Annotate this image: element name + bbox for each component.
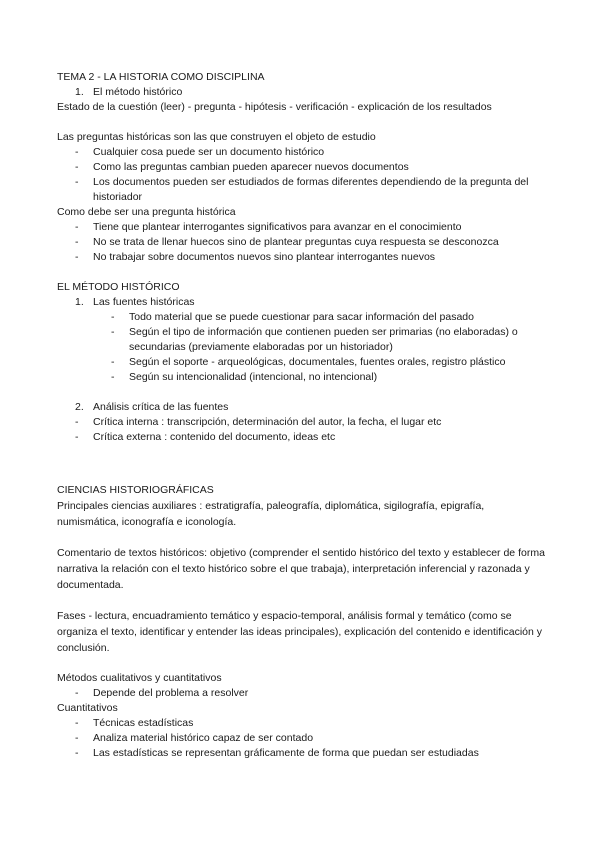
state-of-question-line: Estado de la cuestión (leer) - pregunta - hipótesis - verificación - explicación de los resultados <box>57 101 492 113</box>
list-item-text: Analiza material histórico capaz de ser contado <box>93 732 314 744</box>
list-item-text: Depende del problema a resolver <box>93 687 249 699</box>
list-item-text: No trabajar sobre documentos nuevos sino plantear interrogantes nuevos <box>93 251 436 263</box>
list-item <box>57 716 547 731</box>
sources-heading <box>57 295 547 310</box>
list-number: 1. <box>75 296 84 308</box>
bullet-dash: - <box>111 311 115 323</box>
list-item-text: Cualquier cosa puede ser un documento histórico <box>93 146 325 158</box>
list-item <box>57 310 547 325</box>
list-item <box>57 175 547 205</box>
analysis-label: Análisis crítica de las fuentes <box>93 401 229 413</box>
list-item-text: Las estadísticas se representan gráficamente de forma que puedan ser estudiadas <box>93 747 479 759</box>
list-item <box>57 235 547 250</box>
bullet-dash: - <box>111 326 115 338</box>
list-item-text: Crítica interna : transcripción, determinación del autor, la fecha, el lugar etc <box>93 416 442 428</box>
how-heading: Como debe ser una pregunta histórica <box>57 206 236 218</box>
list-item-text: Según el soporte - arqueológicas, documentales, fuentes orales, registro plástico <box>129 356 506 368</box>
list-number: 2. <box>75 401 84 413</box>
method-heading: EL MÉTODO HISTÓRICO <box>57 281 180 293</box>
section-method-heading <box>57 85 547 100</box>
list-item-text: Como las preguntas cambian pueden aparecer nuevos documentos <box>93 161 409 173</box>
bullet-dash: - <box>75 236 79 248</box>
methods-heading: Métodos cualitativos y cuantitativos <box>57 672 222 684</box>
bullet-dash: - <box>75 717 79 729</box>
list-item-text: Crítica externa : contenido del documento, ideas etc <box>93 431 336 443</box>
list-item-text: Todo material que se puede cuestionar para sacar información del pasado <box>129 311 474 323</box>
bullet-dash: - <box>111 371 115 383</box>
list-item <box>57 731 547 746</box>
list-item <box>57 370 547 385</box>
commentary-paragraph: Comentario de textos históricos: objetivo (comprender el sentido histórico del texto y establecer de forma narrativa la relación con el texto histórico sobre el que trabaja), interpretación inferencial y razonada y documentada. <box>57 547 545 591</box>
phases-paragraph: Fases - lectura, encuadramiento temático y espacio-temporal, análisis formal y temático (como se organiza el texto, identificar y entender las ideas principales), explicación del contenido e identificación y conclusión. <box>57 610 543 654</box>
list-item-text: Tiene que plantear interrogantes significativos para avanzar en el conocimiento <box>93 221 462 233</box>
bullet-dash: - <box>75 687 79 699</box>
list-item-text: Los documentos pueden ser estudiados de formas diferentes dependiendo de la pregunta del historiador <box>93 176 529 203</box>
list-item-text: No se trata de llenar huecos sino de plantear preguntas cuya respuesta se desconozca <box>93 236 499 248</box>
list-item-text: Según su intencionalidad (intencional, no intencional) <box>129 371 378 383</box>
bullet-dash: - <box>75 176 79 188</box>
bullet-dash: - <box>75 747 79 759</box>
bullet-dash: - <box>75 161 79 173</box>
list-item <box>57 415 547 430</box>
list-item <box>57 355 547 370</box>
list-item <box>57 145 547 160</box>
list-item <box>57 220 547 235</box>
list-item <box>57 160 547 175</box>
list-item <box>57 250 547 265</box>
section-method-label: El método histórico <box>93 86 183 98</box>
list-item <box>57 746 547 761</box>
quant-heading: Cuantitativos <box>57 702 118 714</box>
sciences-heading: CIENCIAS HISTORIOGRÁFICAS <box>57 484 214 496</box>
list-item-text: Según el tipo de información que contienen pueden ser primarias (no elaboradas) o secundarias (previamente elaboradas por un historiador) <box>129 326 518 353</box>
questions-intro: Las preguntas históricas son las que construyen el objeto de estudio <box>57 131 376 143</box>
document-title: TEMA 2 - LA HISTORIA COMO DISCIPLINA <box>57 71 265 83</box>
list-item <box>57 430 547 445</box>
sources-label: Las fuentes históricas <box>93 296 195 308</box>
sciences-paragraph: Principales ciencias auxiliares : estratigrafía, paleografía, diplomática, sigilografía, epigrafía, numismática, iconografía e iconología. <box>57 500 485 528</box>
analysis-heading <box>57 400 547 415</box>
bullet-dash: - <box>75 732 79 744</box>
bullet-dash: - <box>75 146 79 158</box>
list-item-text: Técnicas estadísticas <box>93 717 194 729</box>
list-item <box>57 325 547 355</box>
bullet-dash: - <box>75 221 79 233</box>
document-page <box>57 70 547 761</box>
bullet-dash: - <box>75 251 79 263</box>
list-item <box>57 686 547 701</box>
bullet-dash: - <box>75 431 79 443</box>
bullet-dash: - <box>111 356 115 368</box>
list-number: 1. <box>75 86 84 98</box>
bullet-dash: - <box>75 416 79 428</box>
